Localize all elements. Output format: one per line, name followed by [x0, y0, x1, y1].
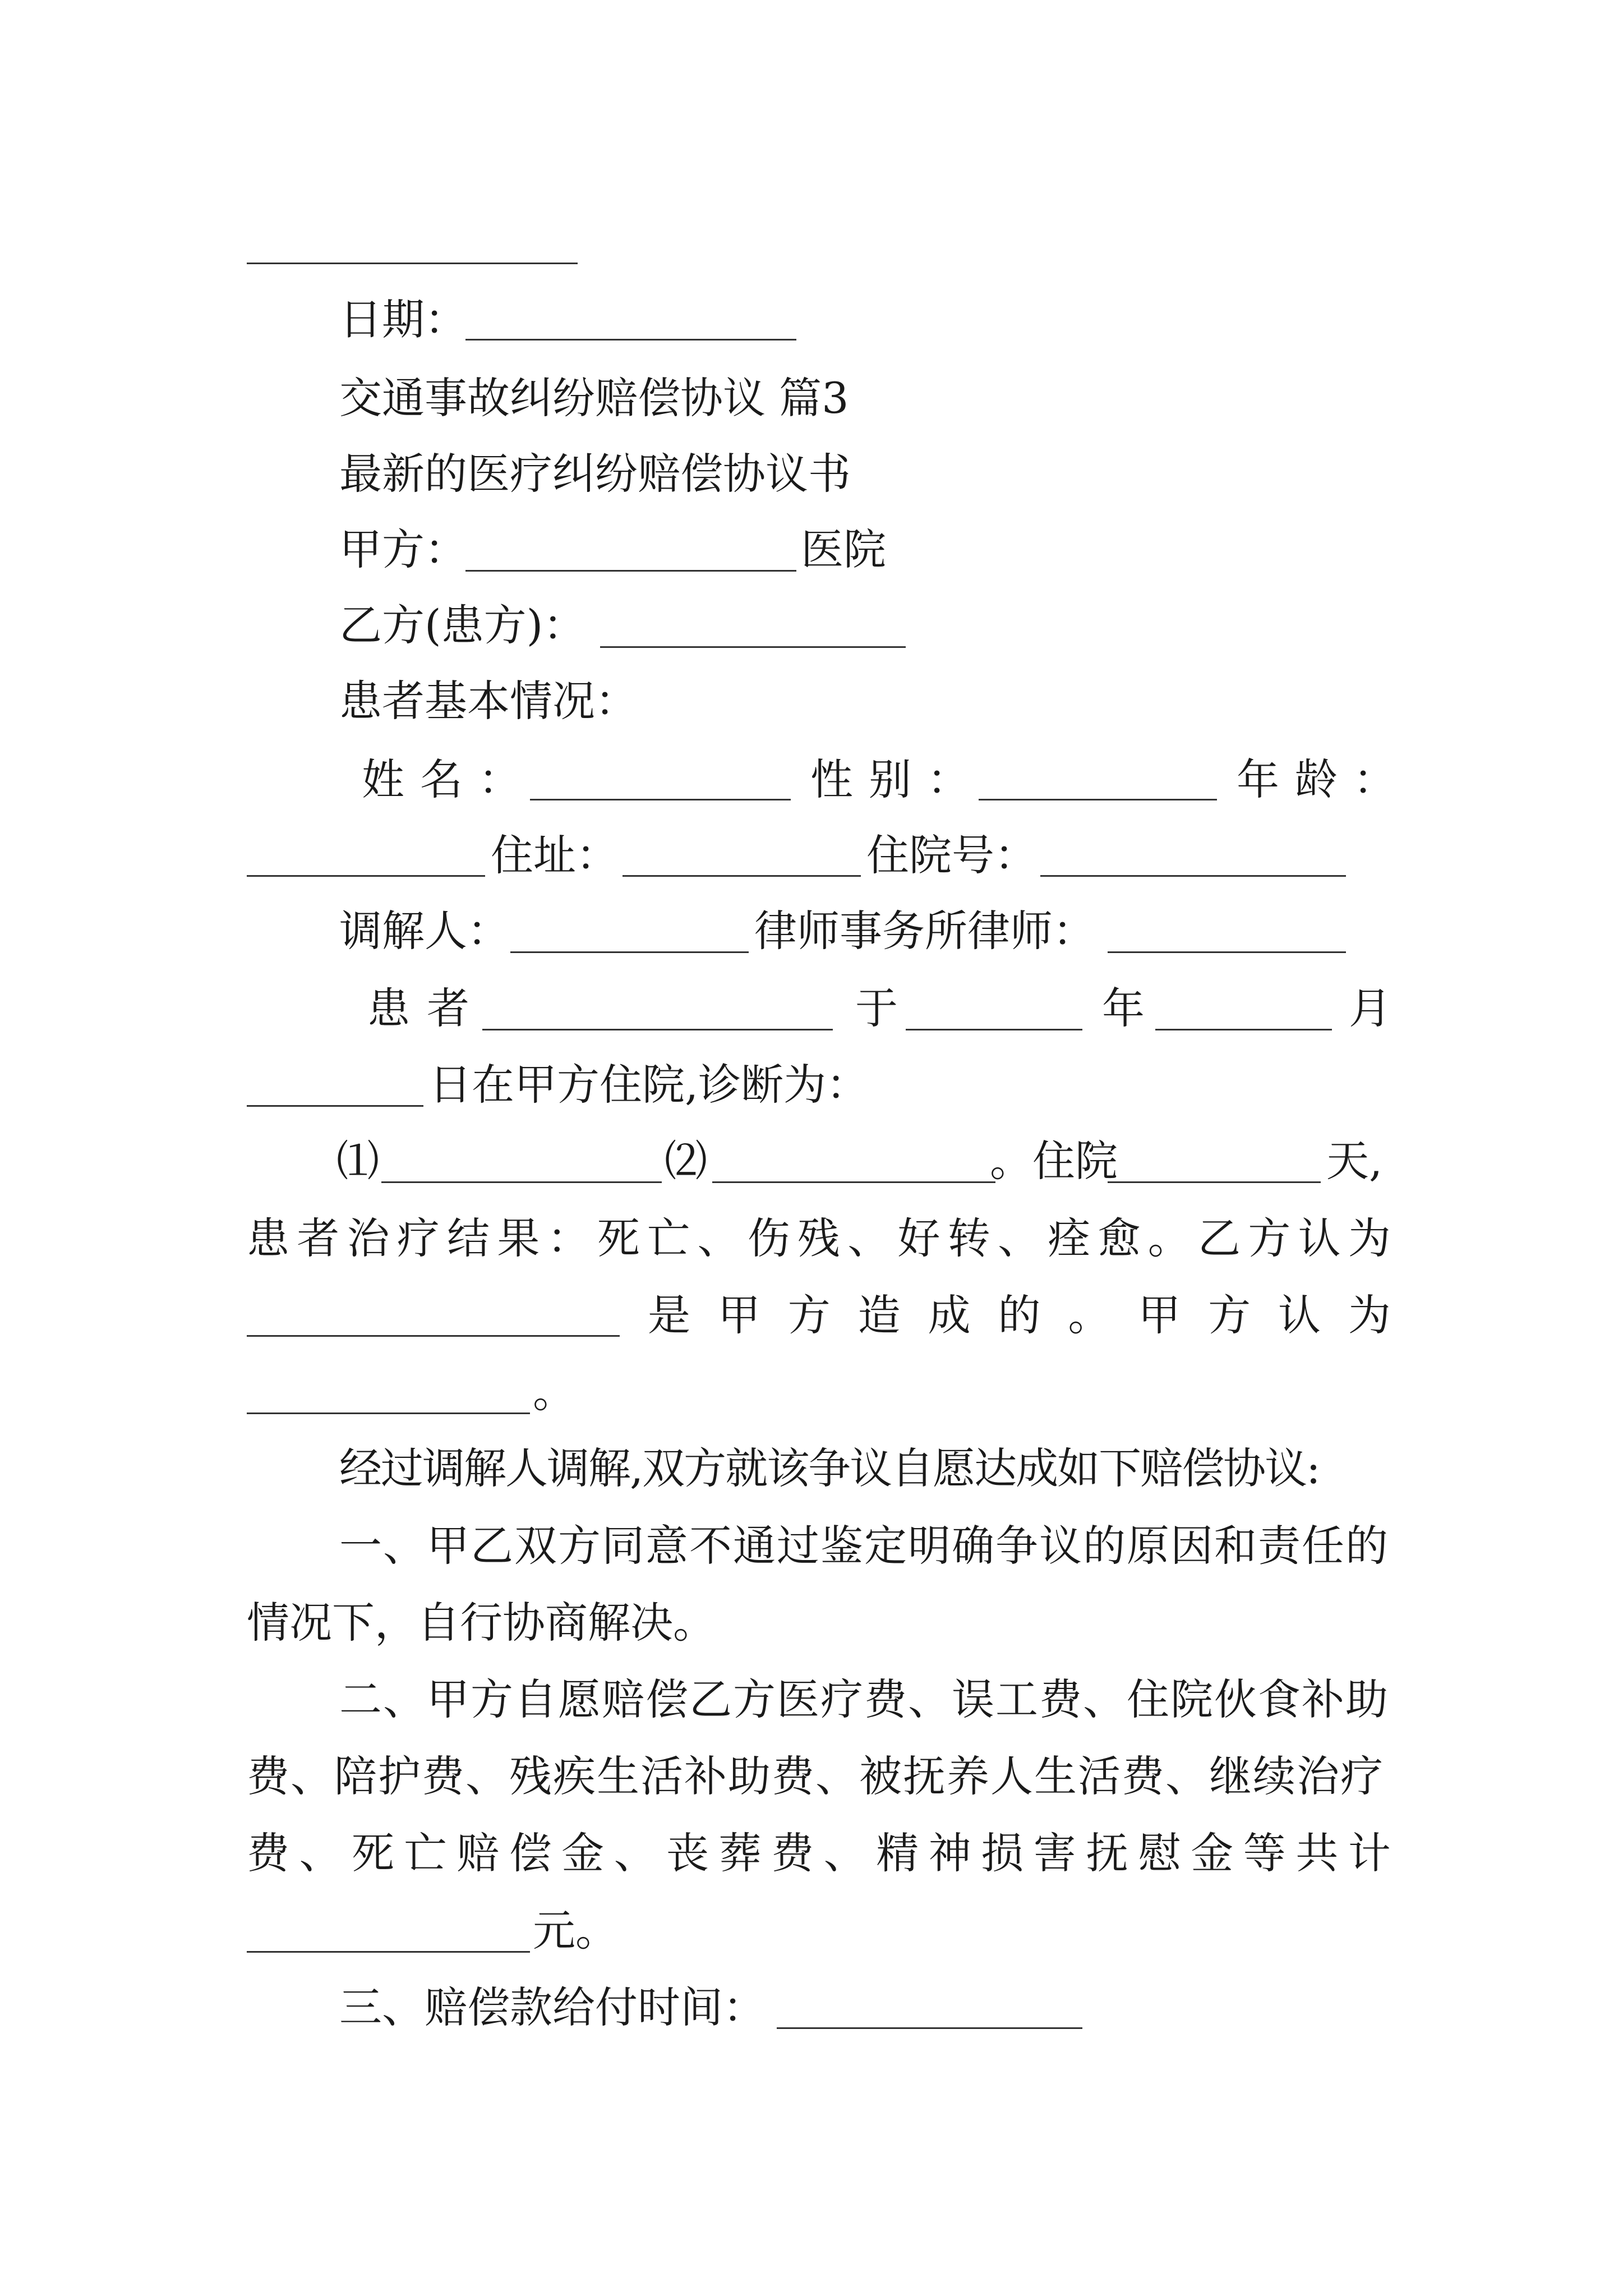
date-blank — [465, 339, 796, 341]
result-char: 伤 — [747, 1213, 790, 1263]
result-char: 方 — [1248, 1213, 1291, 1263]
cause-char: 。 — [1068, 1290, 1111, 1340]
result-char: 患 — [247, 1213, 289, 1263]
clause-char: 神 — [928, 1828, 971, 1878]
clause-2-line-2: 费、陪护费、残疾生活补助费、被抚养人生活费、继续治疗 — [247, 1751, 1384, 1801]
result-char: 认 — [1298, 1213, 1341, 1263]
cause-char: 造 — [857, 1290, 901, 1340]
age-label: 年龄： — [1237, 754, 1412, 804]
clause-char: 偿 — [509, 1828, 552, 1878]
admission-at-label: 于 — [855, 983, 898, 1033]
admission-month-blank — [1155, 1029, 1332, 1030]
result-char: ： — [547, 1213, 590, 1263]
result-char: 果 — [497, 1213, 540, 1263]
date-line — [339, 292, 467, 348]
result-line — [247, 1211, 1391, 1267]
admission-patient-label: 患者 — [367, 983, 486, 1033]
clause-char: 葬 — [718, 1828, 762, 1878]
admission-month-label: 月 — [1349, 983, 1391, 1033]
clause-char: 、 — [299, 1828, 342, 1878]
admission-tail: 日在甲方住院,诊断为： — [429, 1060, 869, 1110]
result-char: 残 — [797, 1213, 840, 1263]
clause-1-line-2: 情况下，自行协商解决。 — [247, 1598, 716, 1648]
stay-label: 。住院 — [990, 1136, 1118, 1186]
mediator-blank — [510, 951, 749, 953]
gender-label: 性别： — [810, 754, 985, 804]
result-char: 亡 — [647, 1213, 690, 1263]
mediation-intro: 经过调解人调解,双方就该争议自愿达成如下赔偿协议: — [339, 1443, 1320, 1493]
admission-no-label: 住院号： — [866, 830, 1037, 880]
result-char: 、 — [997, 1213, 1040, 1263]
total-amount-blank — [247, 1951, 530, 1953]
clause-2-line-3 — [247, 1825, 1391, 1881]
cause-char: 方 — [1208, 1290, 1251, 1340]
age-blank — [247, 875, 485, 877]
stay-days-label: 天, — [1326, 1136, 1383, 1186]
result-char: 好 — [897, 1213, 940, 1263]
diagnosis-2-label: ⑵ — [665, 1136, 707, 1186]
diagnosis-2-blank — [712, 1181, 995, 1183]
clause-char: 金 — [561, 1828, 605, 1878]
cause-char: 甲 — [1138, 1290, 1181, 1340]
result-char: 转 — [947, 1213, 990, 1263]
result-char: 痊 — [1048, 1213, 1091, 1263]
cause-blank — [247, 1335, 620, 1337]
clause-char: 、 — [823, 1828, 866, 1878]
clause-char: 、 — [614, 1828, 657, 1878]
cause-char: 成 — [928, 1290, 971, 1340]
result-char: 结 — [447, 1213, 490, 1263]
clause-1-line-1: 一、甲乙双方同意不通过鉴定明确争议的原因和责任的 — [339, 1521, 1389, 1571]
diagnosis-1-label: ⑴ — [336, 1136, 379, 1186]
clause-2-end: 元。 — [533, 1906, 618, 1955]
result-char: 死 — [597, 1213, 640, 1263]
cause-char: 认 — [1278, 1290, 1321, 1340]
clause-char: 计 — [1348, 1828, 1391, 1878]
admission-patient-blank — [482, 1029, 833, 1030]
result-char: 者 — [297, 1213, 340, 1263]
result-char: 、 — [697, 1213, 740, 1263]
clause-char: 费 — [771, 1828, 814, 1878]
clause-char: 亡 — [404, 1828, 447, 1878]
clause-char: 损 — [981, 1828, 1024, 1878]
clause-2-line-1: 二、甲方自愿赔偿乙方医疗费、误工费、住院伙食补助 — [339, 1674, 1389, 1724]
date-label: 日期： — [339, 295, 467, 344]
result-char: 乙 — [1198, 1213, 1241, 1263]
patient-info-label: 患者基本情况： — [339, 676, 638, 726]
admission-year-blank — [906, 1029, 1082, 1030]
party-a-suffix: 医院 — [801, 524, 886, 574]
clause-3-label: 三、赔偿款给付时间： — [339, 1982, 766, 2032]
address-blank — [623, 875, 861, 877]
diagnosis-1-blank — [381, 1181, 662, 1183]
name-label: 姓名： — [362, 754, 537, 804]
admission-day-blank — [247, 1105, 423, 1107]
party-b-label: 乙方(患方)： — [339, 600, 586, 650]
party-a-label: 甲方： — [339, 524, 467, 574]
cause-char: 甲 — [717, 1290, 760, 1340]
address-label: 住址： — [491, 830, 619, 880]
cause-char: 方 — [787, 1290, 831, 1340]
mediator-label: 调解人： — [339, 906, 510, 956]
cause-char: 为 — [1348, 1290, 1391, 1340]
result-char: 为 — [1348, 1213, 1391, 1263]
result-char: 愈 — [1098, 1213, 1141, 1263]
clause-char: 费 — [247, 1828, 289, 1878]
party-a-opinion-blank — [247, 1412, 530, 1414]
stay-blank — [1108, 1181, 1321, 1183]
doc-title: 最新的医疗纠纷赔偿协议书 — [339, 449, 851, 499]
lawyer-blank — [1108, 951, 1346, 953]
gender-blank — [979, 799, 1217, 800]
clause-char: 死 — [352, 1828, 395, 1878]
clause-char: 丧 — [666, 1828, 709, 1878]
cause-end: 。 — [533, 1367, 575, 1417]
clause-char: 赔 — [457, 1828, 500, 1878]
clause-char: 精 — [876, 1828, 919, 1878]
result-char: 治 — [347, 1213, 390, 1263]
clause-char: 害 — [1033, 1828, 1076, 1878]
lawyer-label: 律师事务所律师： — [754, 906, 1095, 956]
clause-char: 等 — [1243, 1828, 1286, 1878]
cause-char: 的 — [998, 1290, 1041, 1340]
admission-no-blank — [1040, 875, 1346, 877]
section-title: 交通事故纠纷赔偿协议 篇3 — [339, 373, 849, 423]
party-a-blank — [465, 570, 796, 572]
cause-char: 是 — [648, 1290, 690, 1340]
party-b-blank — [600, 646, 906, 648]
clause-char: 抚 — [1086, 1828, 1129, 1878]
result-char: 、 — [847, 1213, 891, 1263]
name-blank — [530, 799, 791, 800]
admission-year-label: 年 — [1102, 983, 1145, 1033]
clause-char: 共 — [1295, 1828, 1339, 1878]
clause-char: 金 — [1191, 1828, 1234, 1878]
payment-time-blank — [777, 2027, 1082, 2029]
header-blank-line — [247, 263, 578, 264]
result-char: 疗 — [396, 1213, 440, 1263]
cause-line — [648, 1287, 1391, 1343]
result-char: 。 — [1147, 1213, 1191, 1263]
clause-char: 慰 — [1138, 1828, 1181, 1878]
